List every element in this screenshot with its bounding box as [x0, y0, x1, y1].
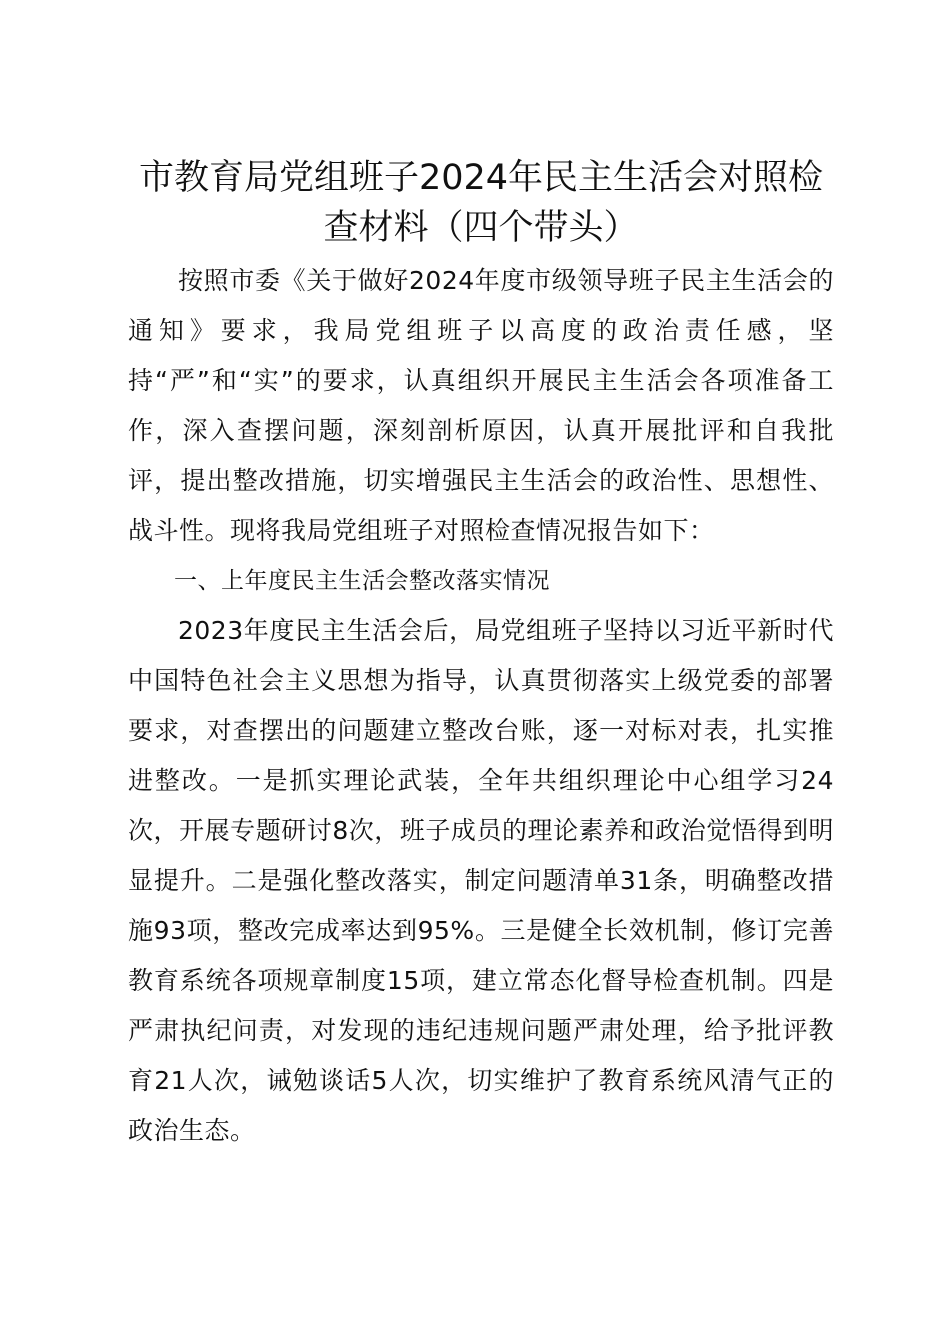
- section-1-paragraph: 2023年度民主生活会后，局党组班子坚持以习近平新时代中国特色社会主义思想为指导，认真贯彻落实上级党委的部署要求，对查摆出的问题建立整改台账，逐一对标对表，扎实推进整改。一是抓实理论武装，全年共组织理论中心组学习24次，开展专题研讨8次，班子成员的理论素养和政治觉悟得到明显提升。二是强化整改落实，制定问题清单31条，明确整改措施93项，整改完成率达到95%。三是健全长效机制，修订完善教育系统各项规章制度15项，建立常态化督导检查机制。四是严肃执纪问责，对发现的违纪违规问题严肃处理，给予批评教育21人次，诫勉谈话5人次，切实维护了教育系统风清气正的政治生态。: [128, 616, 834, 1145]
- document-title: 市教育局党组班子2024年民主生活会对照检查材料（四个带头）: [138, 158, 824, 248]
- intro-paragraph: 按照市委《关于做好2024年度市级领导班子民主生活会的通知》要求，我局党组班子以高度的政治责任感，坚持“严”和“实”的要求，认真组织开展民主生活会各项准备工作，深入查摆问题，深刻剖析原因，认真开展批评和自我批评，提出整改措施，切实增强民主生活会的政治性、思想性、战斗性。现将我局党组班子对照检查情况报告如下：: [128, 266, 834, 545]
- section-1-heading: 一、上年度民主生活会整改落实情况: [174, 568, 550, 594]
- document-body: [128, 256, 834, 1156]
- document-page: [128, 153, 834, 1156]
